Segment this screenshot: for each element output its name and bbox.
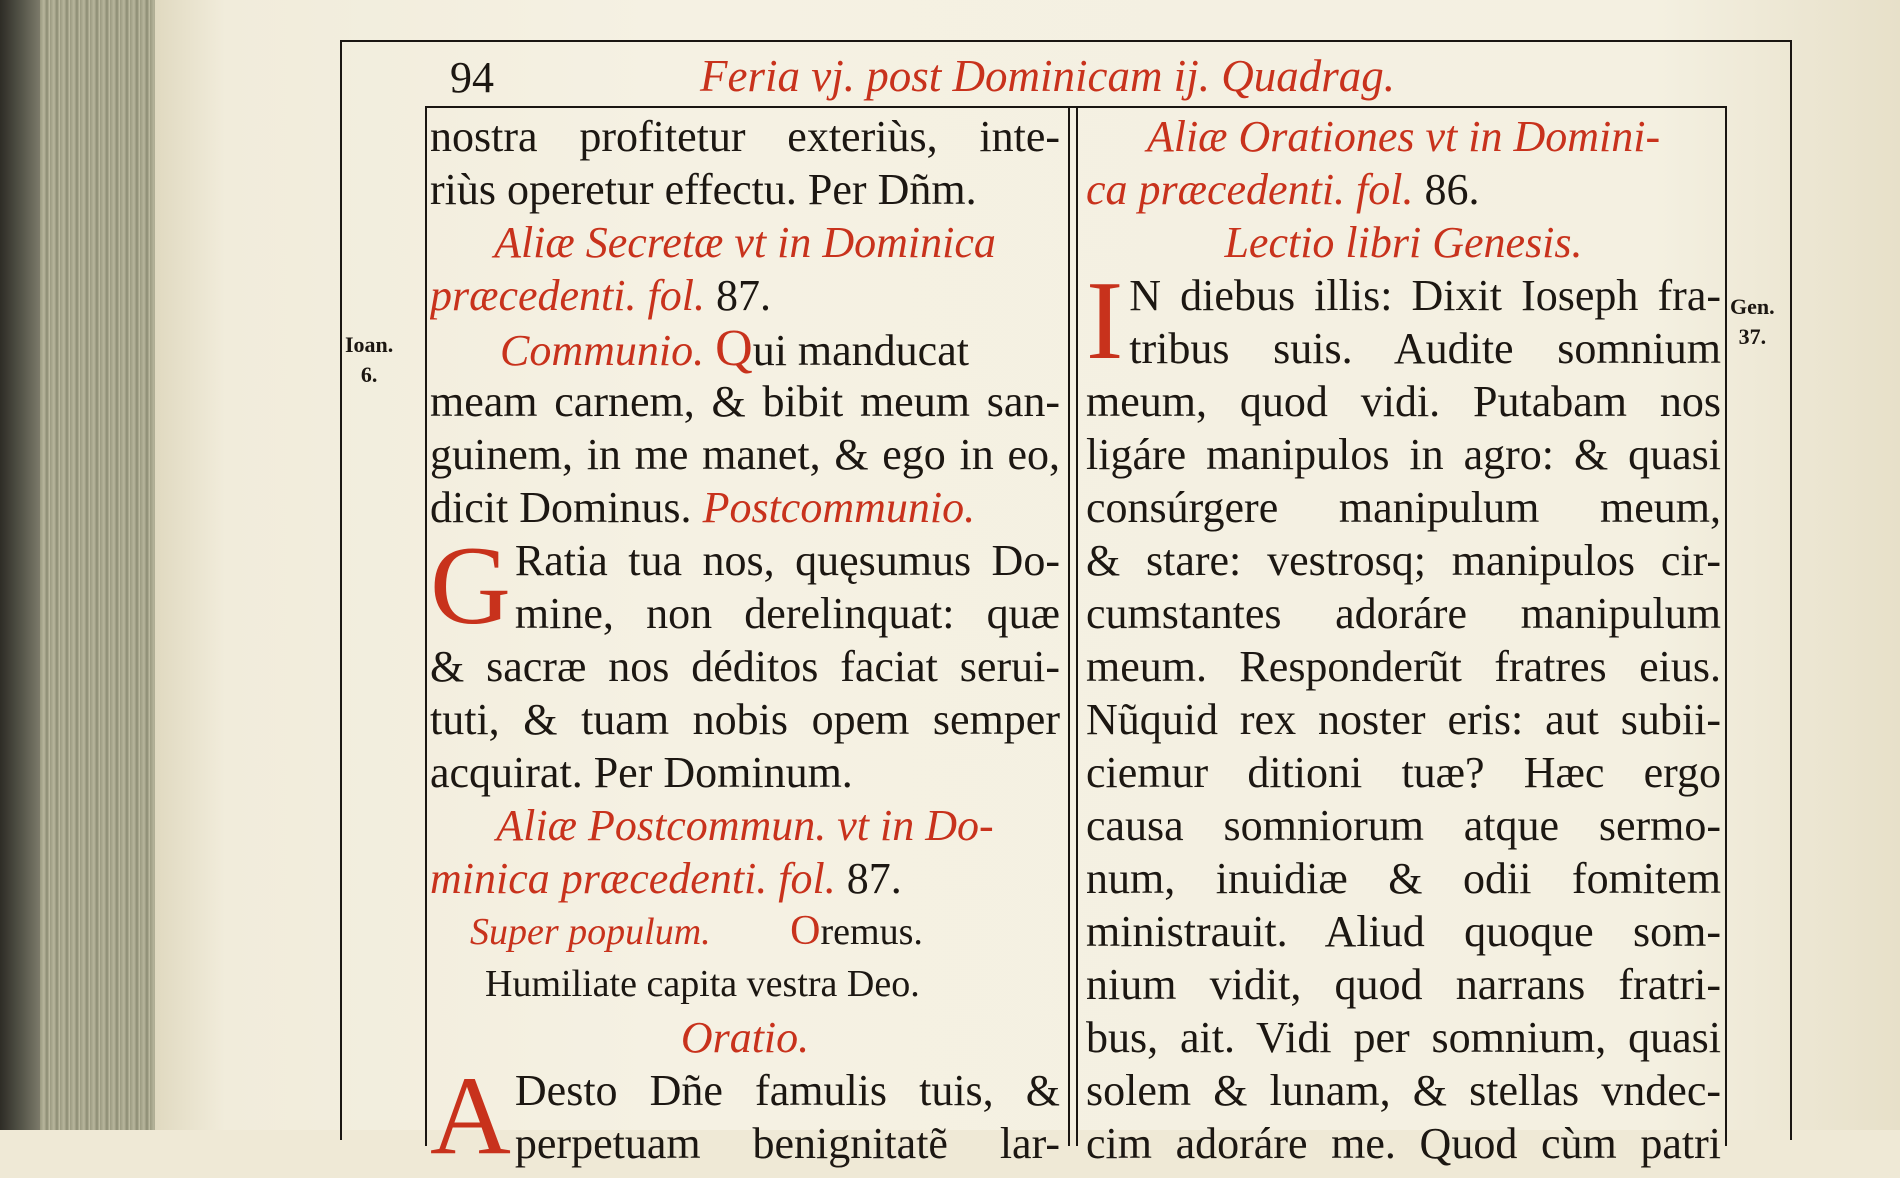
text-run: dicit Dominus. [430,483,692,532]
text-line: meum. Responderũt fratres eius. [1086,642,1721,691]
text-line: & sacræ nos déditos faciat serui- [430,642,1060,691]
communio-end-line [430,481,1060,534]
page-number: 94 [450,53,494,102]
margin-ref-book: Gen. [1730,294,1775,319]
drop-cap: A [430,1054,511,1178]
oratio-paragraph [430,1054,1060,1178]
text-line: meum, quod vidi. Putabam nos [1086,377,1721,426]
text-line: perpetuam benignitatẽ lar- [514,1119,1060,1168]
margin-reference-right [1730,292,1775,352]
column-divider [1068,106,1078,1146]
folio-number: 86. [1424,165,1480,214]
text-line: mine, non derelinquat: quæ [514,589,1060,638]
text-line: tribus suis. Audite somnium [1129,324,1721,373]
communio-label: Communio. [500,326,705,375]
page-edges [40,0,155,1130]
super-populum-label: Super populum. [470,911,711,953]
text-line: Ratia tua nos, quęsumus Do- [514,536,1060,585]
rubric-heading: Aliæ Postcommun. vt in Do- [496,801,994,850]
text-line: Desto Dñe famulis tuis, & [514,1066,1060,1115]
rubric-heading-line [430,852,1060,905]
rubric-heading: Aliæ Orationes vt in Domini- [1146,112,1661,161]
margin-reference-left [345,330,393,390]
text-line: nostra profitetur exteriùs, inte- [430,112,1060,161]
text-line: ciemur ditioni tuæ? Hæc ergo [1086,748,1721,797]
rubric-text: ca præcedenti. fol. [1086,165,1414,214]
text-line: tuti, & tuam nobis opem semper [430,695,1060,744]
text-run: ui manducat [752,326,969,375]
initial-letter: O [790,908,821,954]
text-line: meam carnem, & bibit meum san- [430,377,1060,426]
text-line: & stare: vestrosq; manipulos cir- [1086,536,1721,585]
text-line: Nũquid rex noster eris: aut subii- [1086,695,1721,744]
rubric-heading-line [1086,163,1721,216]
communio-line [430,322,1060,375]
text-line: cim adoráre me. Quod cùm patri [1086,1119,1721,1168]
text-line: Humiliate capita vestra Deo. [485,963,920,1005]
super-populum-line [430,905,1060,958]
rubric-heading-line [430,269,1060,322]
rubric-text: præcedenti. fol. [430,271,705,320]
text-line: ligáre manipulos in agro: & quasi [1086,430,1721,479]
text-line: solem & lunam, & stellas vndec- [1086,1066,1721,1115]
folio-number: 87. [846,854,902,903]
text-line: ministrauit. Aliud quoque som- [1086,907,1721,956]
text-line: bus, ait. Vidi per somnium, quasi [1086,1013,1721,1062]
postcommunio-label: Postcommunio. [702,483,976,532]
margin-ref-book: Ioan. [345,332,394,357]
text-line: causa somniorum atque sermo- [1086,801,1721,850]
text-line: nium vidit, quod narrans fratri- [1086,960,1721,1009]
initial-letter: Q [715,322,753,375]
text-line: consúrgere manipulum meum, [1086,483,1721,532]
text-line: riùs operetur effectu. Per Dñm. [430,165,977,214]
drop-cap: G [430,524,511,648]
oratio-heading: Oratio. [680,1013,810,1062]
drop-cap: I [1086,259,1124,383]
text-line: num, inuidiæ & odii fomitem [1086,854,1721,903]
left-column [430,110,1060,1178]
rubric-heading: Aliæ Secretæ vt in Dominica [494,218,996,267]
running-title: Feria vj. post Dominicam ij. Quadrag. [700,51,1395,101]
text-line: guinem, in me manet, & ego in eo, [430,430,1060,479]
folio-number: 87. [715,271,771,320]
text-line: N diebus illis: Dixit Ioseph fra- [1129,271,1721,320]
book-spine [0,0,40,1130]
right-column [1086,110,1721,1170]
text-run: remus. [820,911,923,953]
postcommunio-paragraph [430,524,1060,799]
text-line: cumstantes adoráre manipulum [1086,589,1721,638]
margin-ref-chapter: 6. [360,362,378,387]
lectio-paragraph [1086,259,1721,1170]
lectio-heading: Lectio libri Genesis. [1224,218,1583,267]
margin-ref-chapter: 37. [1738,324,1767,349]
text-line: acquirat. Per Dominum. [430,748,853,797]
rubric-text: minica præcedenti. fol. [430,854,836,903]
